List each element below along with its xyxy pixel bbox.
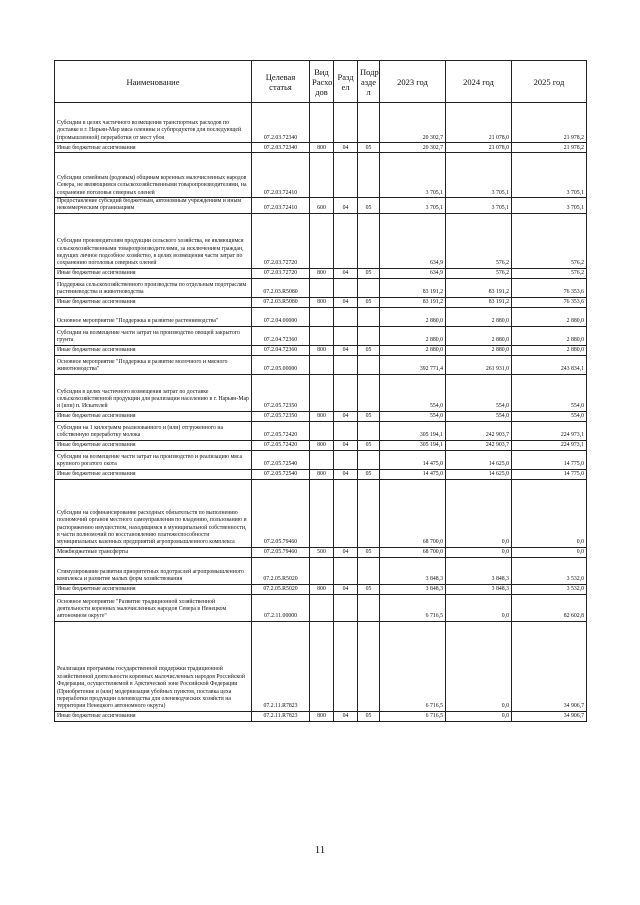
row-vid [310, 374, 334, 411]
row-code: 07.2.03.72720 [252, 268, 310, 278]
row-2024: 3 848,3 [446, 584, 512, 594]
row-vid: 800 [310, 411, 334, 421]
row-code: 07.2.05.00000 [252, 355, 310, 374]
row-podr [358, 594, 380, 621]
row-podr [358, 307, 380, 326]
row-2023: 20 302,7 [380, 103, 446, 143]
row-vid [310, 355, 334, 374]
row-2024: 554,0 [446, 411, 512, 421]
row-2023: 2 880,0 [380, 326, 446, 345]
row-code: 07.2.05.79460 [252, 479, 310, 547]
table-row [55, 297, 587, 307]
row-podr [358, 326, 380, 345]
row-2023: 2 880,0 [380, 307, 446, 326]
table-row [55, 345, 587, 355]
row-name: Иные бюджетные ассигнования [55, 440, 252, 450]
row-code: 07.2.03.72720 [252, 213, 310, 268]
table-body [55, 103, 587, 722]
row-2023: 68 700,0 [380, 547, 446, 557]
row-2025: 2 880,0 [512, 326, 587, 345]
row-podr: 05 [358, 198, 380, 214]
row-razd [334, 594, 358, 621]
row-code: 07.2.05.72350 [252, 374, 310, 411]
row-name: Стимулирование развития приоритетных подотраслей агропромышленного комплекса и развитие малых форм хозяйствования [55, 557, 252, 584]
row-2025: 0,0 [512, 479, 587, 547]
row-razd [334, 153, 358, 198]
row-vid: 500 [310, 547, 334, 557]
row-razd: 04 [334, 268, 358, 278]
row-code: 07.2.05.R5020 [252, 584, 310, 594]
row-name: Иные бюджетные ассигнования [55, 297, 252, 307]
row-code: 07.2.03.R5080 [252, 278, 310, 297]
row-vid [310, 479, 334, 547]
row-2024: 14 625,0 [446, 450, 512, 469]
row-razd: 04 [334, 584, 358, 594]
row-2023: 68 700,0 [380, 479, 446, 547]
row-name: Межбюджетные трансферты [55, 547, 252, 557]
row-vid [310, 326, 334, 345]
table-row [55, 547, 587, 557]
row-2025: 2 880,0 [512, 307, 587, 326]
header-code: Целевая статья [252, 61, 310, 103]
row-2024: 0,0 [446, 711, 512, 721]
row-2024: 2 880,0 [446, 307, 512, 326]
page-number: 11 [314, 844, 326, 856]
row-code: 07.2.05.72420 [252, 421, 310, 440]
row-name: Поддержка сельскохозяйственного производства по отдельным подотраслям растениеводства и животноводства [55, 278, 252, 297]
row-razd [334, 557, 358, 584]
row-2023: 634,9 [380, 268, 446, 278]
row-podr: 05 [358, 440, 380, 450]
row-2025: 14 775,0 [512, 450, 587, 469]
row-code: 07.2.05.79460 [252, 547, 310, 557]
row-vid: 800 [310, 143, 334, 153]
row-name: Иные бюджетные ассигнования [55, 411, 252, 421]
row-name: Иные бюджетные ассигнования [55, 469, 252, 479]
row-2025: 224 973,1 [512, 421, 587, 440]
table-row [55, 479, 587, 547]
row-2025: 576,2 [512, 268, 587, 278]
row-name: Субсидии в целях частичного возмещения транспортных расходов по доставке в г. Нарьян-Мар мяса оленины и субпродуктов для последующей (промышленной) переработки от мест убоя [55, 103, 252, 143]
row-code: 07.2.04.00000 [252, 307, 310, 326]
row-podr [358, 103, 380, 143]
row-name: Основное мероприятие "Развитие традиционной хозяйственной деятельности коренных малочисленных народов Севера в Ненецком автономном округе" [55, 594, 252, 621]
row-2023: 14 475,0 [380, 469, 446, 479]
row-2024: 0,0 [446, 621, 512, 711]
row-vid: 800 [310, 711, 334, 721]
row-2023: 14 475,0 [380, 450, 446, 469]
row-name: Реализация программы государственной поддержки традиционной хозяйственной деятельности коренных малочисленных народов Российской Федерации, осуществляемой в Арктической зоне Российской Федерации (Приобретение и (или) модернизация убойных пунктов, поставка цеха переработки продукции оленеводства для оленеводческих хозяйств на территории Ненецкого автономного округа) [55, 621, 252, 711]
row-code: 07.2.03.72340 [252, 103, 310, 143]
row-code: 07.2.04.72360 [252, 345, 310, 355]
row-2023: 554,0 [380, 411, 446, 421]
row-vid [310, 103, 334, 143]
row-2023: 305 194,1 [380, 421, 446, 440]
row-vid [310, 421, 334, 440]
row-2024: 0,0 [446, 594, 512, 621]
header-2024: 2024 год [446, 61, 512, 103]
row-razd [334, 355, 358, 374]
row-name: Субсидии семейным (родовым) общинам коренных малочисленных народов Севера, не являющимся сельскохозяйственными товаропроизводителями, на сохранение поголовья северных оленей [55, 153, 252, 198]
header-vid: Вид Расхо дов [310, 61, 334, 103]
row-2024: 576,2 [446, 213, 512, 268]
row-2024: 576,2 [446, 268, 512, 278]
header-name: Наименование [55, 61, 252, 103]
row-2025: 224 973,1 [512, 440, 587, 450]
row-2024: 3 848,3 [446, 557, 512, 584]
row-2025: 554,0 [512, 411, 587, 421]
row-razd: 04 [334, 143, 358, 153]
row-2024: 0,0 [446, 547, 512, 557]
row-razd [334, 326, 358, 345]
row-podr: 05 [358, 297, 380, 307]
row-code: 07.2.11.00000 [252, 594, 310, 621]
table-row [55, 440, 587, 450]
row-razd [334, 374, 358, 411]
row-podr: 05 [358, 469, 380, 479]
row-2023: 83 191,2 [380, 297, 446, 307]
row-2024: 3 705,1 [446, 153, 512, 198]
table-row [55, 584, 587, 594]
row-code: 07.2.11.R7823 [252, 711, 310, 721]
row-podr: 05 [358, 345, 380, 355]
row-2023: 3 848,3 [380, 557, 446, 584]
table-row [55, 355, 587, 374]
row-podr [358, 479, 380, 547]
row-razd [334, 479, 358, 547]
row-2023: 2 880,0 [380, 345, 446, 355]
row-2025: 3 532,0 [512, 557, 587, 584]
row-2024: 83 191,2 [446, 297, 512, 307]
row-razd: 04 [334, 711, 358, 721]
row-code: 07.2.05.72540 [252, 450, 310, 469]
table-row [55, 594, 587, 621]
table-row [55, 326, 587, 345]
table-row [55, 411, 587, 421]
row-razd: 04 [334, 345, 358, 355]
header-razd: Разд ел [334, 61, 358, 103]
row-2023: 6 716,5 [380, 621, 446, 711]
row-razd [334, 278, 358, 297]
row-vid: 800 [310, 469, 334, 479]
row-vid: 800 [310, 584, 334, 594]
header-2023: 2023 год [380, 61, 446, 103]
row-2025: 34 906,7 [512, 621, 587, 711]
row-2024: 554,0 [446, 374, 512, 411]
row-vid [310, 621, 334, 711]
row-vid [310, 594, 334, 621]
row-2023: 3 848,3 [380, 584, 446, 594]
row-2023: 392 771,4 [380, 355, 446, 374]
table-row [55, 213, 587, 268]
budget-table [54, 60, 587, 722]
row-razd: 04 [334, 469, 358, 479]
row-name: Иные бюджетные ассигнования [55, 268, 252, 278]
row-podr: 05 [358, 547, 380, 557]
row-vid: 800 [310, 268, 334, 278]
row-2025: 82 602,8 [512, 594, 587, 621]
row-podr [358, 278, 380, 297]
row-2025: 576,2 [512, 213, 587, 268]
table-row [55, 307, 587, 326]
row-name: Предоставление субсидий бюджетным, автономным учреждениям и иным некоммерческим организациям [55, 198, 252, 214]
header-2025: 2025 год [512, 61, 587, 103]
row-vid: 800 [310, 345, 334, 355]
row-code: 07.2.04.72360 [252, 326, 310, 345]
row-2025: 34 906,7 [512, 711, 587, 721]
table-row [55, 374, 587, 411]
table-row [55, 711, 587, 721]
row-podr: 05 [358, 268, 380, 278]
row-vid [310, 153, 334, 198]
table-row [55, 153, 587, 198]
row-2023: 634,9 [380, 213, 446, 268]
row-podr: 05 [358, 143, 380, 153]
row-name: Субсидия в целях частичного возмещения затрат по доставке сельскохозяйственной продукции для реализации населению в г. Нарьян-Мар и (или) п. Искателей [55, 374, 252, 411]
row-razd [334, 213, 358, 268]
row-vid [310, 307, 334, 326]
header-row [55, 61, 587, 103]
table-row [55, 557, 587, 584]
row-podr [358, 557, 380, 584]
row-2025: 3 532,0 [512, 584, 587, 594]
row-podr [358, 153, 380, 198]
row-2025: 0,0 [512, 547, 587, 557]
row-name: Основное мероприятие "Поддержка и развитие молочного и мясного животноводства" [55, 355, 252, 374]
row-code: 07.2.05.72420 [252, 440, 310, 450]
table-row [55, 103, 587, 143]
row-2023: 3 705,1 [380, 153, 446, 198]
row-podr [358, 355, 380, 374]
row-2025: 76 353,6 [512, 297, 587, 307]
row-2025: 21 978,2 [512, 103, 587, 143]
row-2023: 554,0 [380, 374, 446, 411]
row-2024: 21 078,0 [446, 103, 512, 143]
row-2025: 76 353,6 [512, 278, 587, 297]
row-code: 07.2.11.R7823 [252, 621, 310, 711]
row-vid [310, 278, 334, 297]
row-razd: 04 [334, 198, 358, 214]
row-vid: 600 [310, 198, 334, 214]
row-name: Иные бюджетные ассигнования [55, 143, 252, 153]
row-name: Иные бюджетные ассигнования [55, 711, 252, 721]
row-razd: 04 [334, 411, 358, 421]
table-row [55, 143, 587, 153]
row-2025: 3 705,1 [512, 153, 587, 198]
row-2024: 14 625,0 [446, 469, 512, 479]
table-row [55, 621, 587, 711]
row-podr [358, 421, 380, 440]
row-name: Субсидии на возмещение части затрат на производство и реализацию мяса крупного рогатого скота [55, 450, 252, 469]
table-row [55, 469, 587, 479]
row-code: 07.2.03.72340 [252, 143, 310, 153]
table-row [55, 278, 587, 297]
row-podr: 05 [358, 584, 380, 594]
row-2023: 305 194,1 [380, 440, 446, 450]
row-podr [358, 374, 380, 411]
row-name: Субсидии на возмещение части затрат на производство овощей закрытого грунта [55, 326, 252, 345]
row-razd [334, 421, 358, 440]
row-podr [358, 213, 380, 268]
table-row [55, 268, 587, 278]
row-2024: 261 931,0 [446, 355, 512, 374]
row-2024: 2 880,0 [446, 326, 512, 345]
row-name: Иные бюджетные ассигнования [55, 345, 252, 355]
row-name: Иные бюджетные ассигнования [55, 584, 252, 594]
row-2025: 14 775,0 [512, 469, 587, 479]
row-name: Основное мероприятие "Поддержка и развитие растениеводства" [55, 307, 252, 326]
row-vid: 800 [310, 440, 334, 450]
row-vid [310, 213, 334, 268]
table-row [55, 198, 587, 214]
row-2024: 242 903,7 [446, 421, 512, 440]
row-vid [310, 557, 334, 584]
row-2024: 2 880,0 [446, 345, 512, 355]
row-code: 07.2.03.72410 [252, 198, 310, 214]
row-razd: 04 [334, 440, 358, 450]
row-2025: 3 705,1 [512, 198, 587, 214]
row-code: 07.2.05.72350 [252, 411, 310, 421]
row-razd [334, 621, 358, 711]
row-razd [334, 103, 358, 143]
row-2024: 3 705,1 [446, 198, 512, 214]
row-name: Субсидии на софинансирование расходных обязательств по выполнению полномочий органов местного самоуправления по владению, пользованию и распоряжению имуществом, находящимся в муниципальной собственности, в части полномочий по восстановлению платежеспособности муниципальных казенных предприятий агропромышленного комплекса [55, 479, 252, 547]
row-razd [334, 307, 358, 326]
header-podr: Подр азде л [358, 61, 380, 103]
row-name: Субсидии производителям продукции сельского хозяйства, не являющимся сельскохозяйственными товаропроизводителями, за исключением граждан, ведущих личное подсобное хозяйство, в целях возмещения части затрат по сохранению поголовья северных оленей [55, 213, 252, 268]
row-podr: 05 [358, 711, 380, 721]
table-row [55, 421, 587, 440]
row-2025: 554,0 [512, 374, 587, 411]
row-vid: 800 [310, 297, 334, 307]
row-podr [358, 621, 380, 711]
row-2024: 242 903,7 [446, 440, 512, 450]
row-code: 07.2.05.R5020 [252, 557, 310, 584]
row-2025: 243 834,1 [512, 355, 587, 374]
row-2025: 21 978,2 [512, 143, 587, 153]
row-podr: 05 [358, 411, 380, 421]
row-code: 07.2.03.R5080 [252, 297, 310, 307]
row-code: 07.2.03.72410 [252, 153, 310, 198]
row-razd [334, 450, 358, 469]
row-2024: 21 078,0 [446, 143, 512, 153]
row-podr [358, 450, 380, 469]
row-code: 07.2.05.72540 [252, 469, 310, 479]
row-razd: 04 [334, 297, 358, 307]
row-2023: 3 705,1 [380, 198, 446, 214]
row-2024: 83 191,2 [446, 278, 512, 297]
row-2023: 83 191,2 [380, 278, 446, 297]
row-2023: 6 716,5 [380, 711, 446, 721]
row-2025: 2 880,0 [512, 345, 587, 355]
row-2023: 6 716,5 [380, 594, 446, 621]
row-vid [310, 450, 334, 469]
row-2023: 20 302,7 [380, 143, 446, 153]
row-2024: 0,0 [446, 479, 512, 547]
row-razd: 04 [334, 547, 358, 557]
row-name: Субсидии на 1 килограмм реализованного и (или) отгруженного на собственную переработку молока [55, 421, 252, 440]
table-row [55, 450, 587, 469]
